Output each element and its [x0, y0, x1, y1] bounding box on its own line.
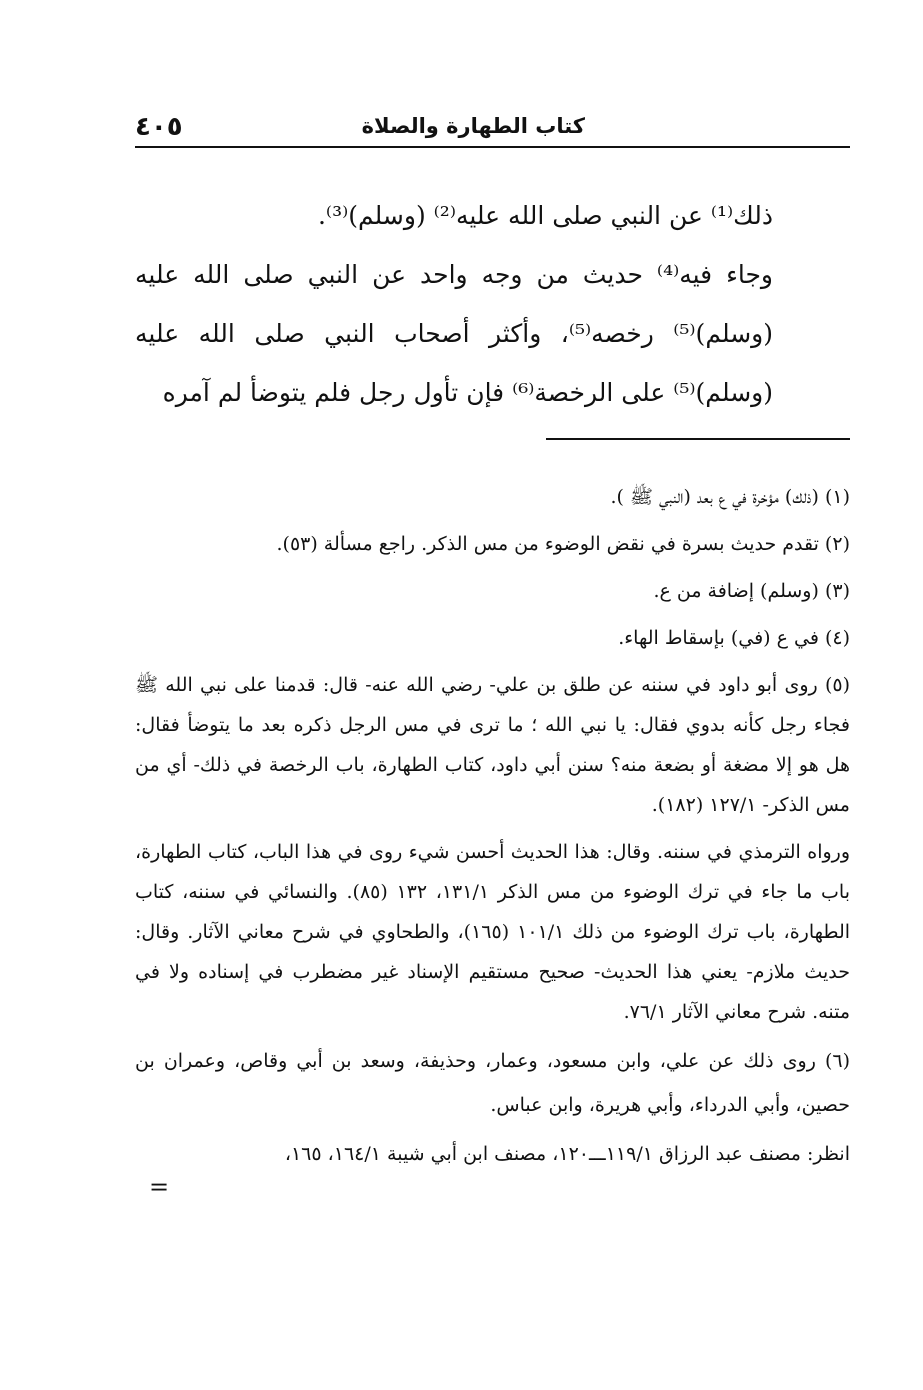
page-header — [135, 112, 850, 146]
footnote-3: (٣) (وسلم) إضافة من ع. — [653, 580, 850, 602]
footnote-4: (٤) في ع (في) بإسقاط الهاء. — [618, 627, 850, 649]
running-title: كتاب الطهارة والصلاة — [361, 114, 585, 138]
footnote-6-part-2: انظر: مصنف عبد الرزاق ١١٩/١ـــ١٢٠، مصنف ابن أبي شيبة ١٦٤/١، ١٦٥، — [284, 1143, 850, 1165]
main-text — [135, 186, 773, 422]
continuation-mark: = — [149, 1173, 170, 1201]
header-rule — [135, 146, 850, 148]
footnote-1: (١) (ذلك) مؤخرة في ع بعد (النبي ﷺ ). — [610, 486, 850, 508]
main-paragraph-1: ذلك⁽¹⁾ عن النبي صلى الله عليه⁽²⁾ (وسلم)⁽³⁾. — [317, 201, 773, 230]
footnotes — [135, 477, 851, 1201]
footnote-6-part-1: (٦) روى ذلك عن علي، وابن مسعود، وعمار، وحذيفة، وسعد بن أبي وقاص، وعمران بن حصين، وأبي الدرداء، وأبي هريرة، وابن عباس. — [135, 1050, 850, 1116]
footnote-5-part-2: ورواه الترمذي في سننه. وقال: هذا الحديث أحسن شيء روى في هذا الباب، كتاب الطهارة، باب ما جاء في ترك الوضوء من مس الذكر ١٣١/١، ١٣٢ (٨٥). والنسائي في سننه، كتاب الطهارة، باب ترك الوضوء من ذلك ١٠١/١ (١٦٥)، والطحاوي في شرح معاني الآثار. وقال: حديث ملازم- يعني هذا الحديث- صحيح مستقيم الإسناد غير مضطرب في إسناده ولا في متنه. شرح معاني الآثار ٧٦/١. — [135, 841, 851, 1023]
page-number: ٤٠٥ — [135, 112, 183, 142]
footnote-separator — [546, 438, 850, 440]
main-paragraph-2: وجاء فيه⁽⁴⁾ حديث من وجه واحد عن النبي صلى الله عليه (وسلم)⁽⁵⁾ رخصه⁽⁵⁾، وأكثر أصحاب النبي صلى الله عليه (وسلم)⁽⁵⁾ على الرخصة⁽⁶⁾ فإن تأول رجل فلم يتوضأ لم آمره — [135, 260, 774, 407]
footnote-5-part-1: (٥) روى أبو داود في سننه عن طلق بن علي- رضي الله عنه- قال: قدمنا على نبي الله ﷺ فجاء رجل كأنه بدوي فقال: يا نبي الله ؛ ما ترى في مس الرجل ذكره بعد ما يتوضأ فقال: هل هو إلا مضغة أو بضعة منه؟ سنن أبي داود، كتاب الطهارة، باب الرخصة في ذلك- أي من مس الذكر- ١٢٧/١ (١٨٢). — [135, 674, 850, 816]
footnote-2: (٢) تقدم حديث بسرة في نقض الوضوء من مس الذكر. راجع مسألة (٥٣). — [276, 533, 850, 555]
